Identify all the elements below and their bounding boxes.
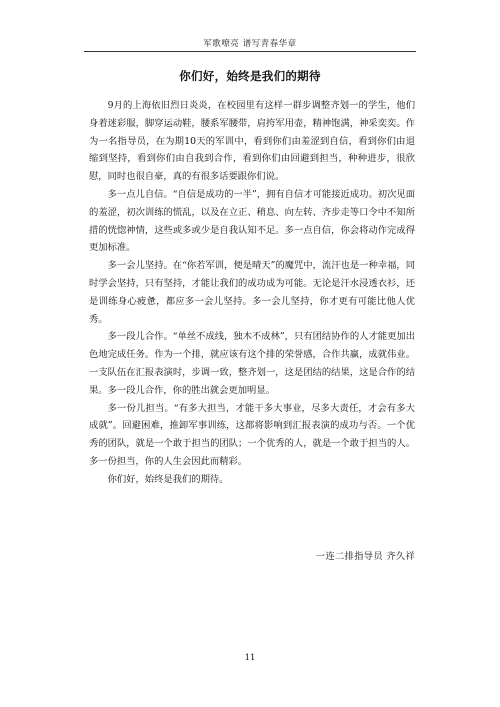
paragraph-confidence: 多一点儿自信。“自信是成功的一半”，拥有自信才可能接近成功。初次见面的羞涩，初次训练的慌乱，以及在立正、稍息、向左转、齐步走等口令中不知所措的恍惚神情，这些或多或少是自我认知不足。多一点自信，你会将动作完成得更加标准。 <box>89 188 415 254</box>
paragraph-closing: 你们好，始终是我们的期待。 <box>107 473 229 485</box>
author-signature: 一连二排指导员 齐久祥 <box>315 551 415 562</box>
header-divider <box>84 51 416 52</box>
article-body <box>89 97 415 489</box>
page-number: 11 <box>244 653 256 663</box>
paragraph-persistence: 多一会儿坚持。在“你若军训，便是晴天”的魔咒中，流汗也是一种幸福，同时学会坚持，只有坚持，才能让我们的成功成为可能。无论是汗水浸透衣衫，还是训练身心疲惫，都应多一会儿坚持。多一会儿坚持，你才更有可能比他人优秀。 <box>89 260 415 325</box>
paragraph-intro: 9月的上海依旧烈日炎炎，在校园里有这样一群步调整齐划一的学生，他们身着迷彩服，脚穿运动鞋，腰系军腰带，肩挎军用壶，精神饱满，神采奕奕。作为一名指导员，在为期10天的军训中，看到你们由羞涩到自信，看到你们由退缩到坚持，看到你们由自我到合作，看到你们由回避到担当，种种进步，很欣慰，同时也很自豪，真的有很多话要跟你们说。 <box>89 100 415 183</box>
paragraph-cooperation: 多一段儿合作。“单丝不成线，独木不成林”，只有团结协作的人才能更加出色地完成任务。作为一个排，就应该有这个排的荣誉感，合作共赢，成就伟业。一支队伍在汇报表演时，步调一致，整齐划一，这是团结的结果，这是合作的结果。多一段儿合作，你的胜出就会更加明显。 <box>89 331 415 396</box>
running-header: 军歌嘹亮 谱写青春华章 <box>203 39 297 49</box>
paragraph-responsibility: 多一份儿担当。“有多大担当，才能干多大事业，尽多大责任，才会有多大成就”。回避困难，推卸军事训练，这都将影响到汇报表演的成功与否。一个优秀的团队，就是一个敢于担当的团队；一个优秀的人，就是一个敢于担当的人。多一份担当，你的人生会因此而精彩。 <box>89 402 415 467</box>
article-title: 你们好，始终是我们的期待 <box>179 69 321 83</box>
